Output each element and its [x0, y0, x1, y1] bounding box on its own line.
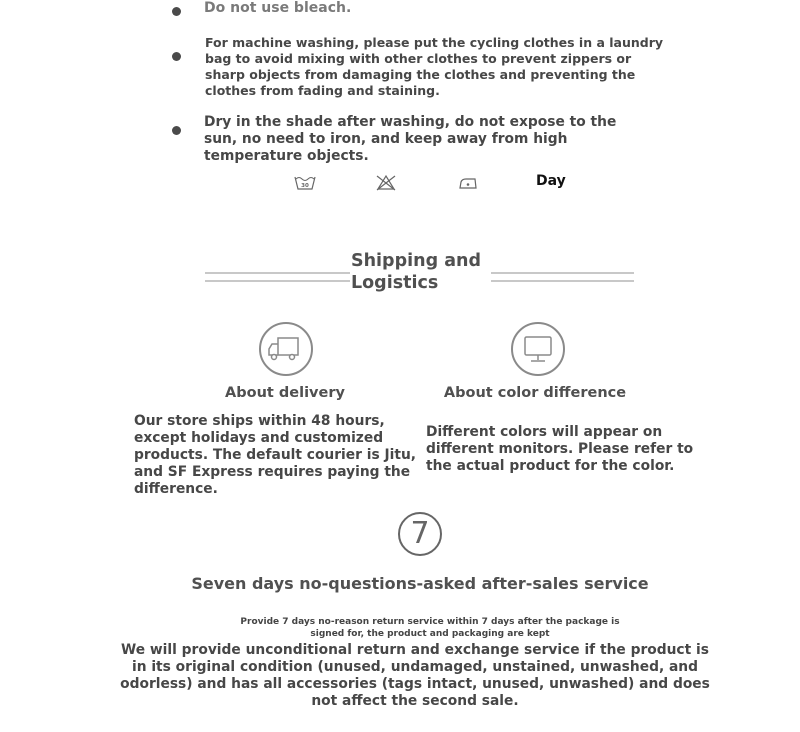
monitor-icon	[511, 322, 565, 376]
seven-days-icon: 7	[398, 512, 442, 556]
after-sales-note: Provide 7 days no-reason return service within 7 days after the package is signed for, the product and packaging are kept	[240, 617, 620, 639]
heading-divider-right	[491, 272, 634, 282]
no-bleach-icon	[375, 174, 397, 196]
care-instruction-drying: Dry in the shade after washing, do not expose to the sun, no need to iron, and keep away from high temperature objects.	[204, 114, 617, 164]
section-heading	[351, 250, 481, 294]
after-sales-text: We will provide unconditional return and exchange service if the product is in its original condition (unused, undamaged, unstained, unwashed, and odorless) and has all accessories (tags intact, unused, unwashed) and does not affect the second sale.	[120, 642, 710, 709]
bullet-dot	[172, 52, 181, 61]
bullet-dot	[172, 126, 181, 135]
care-instruction-machine-wash: For machine washing, please put the cycling clothes in a laundry bag to avoid mixing with other clothes to prevent zippers or sharp objects from damaging the clothes and preventing the clothes from fading and staining.	[205, 35, 664, 98]
delivery-truck-icon	[259, 322, 313, 376]
bullet-dot	[172, 7, 181, 16]
svg-text:30: 30	[301, 183, 309, 189]
after-sales-title: Seven days no-questions-asked after-sales service	[191, 574, 649, 593]
heading-divider-left	[205, 272, 350, 282]
delivery-title: About delivery	[225, 385, 345, 401]
delivery-text: Our store ships within 48 hours, except holidays and customized products. The default courier is Jitu, and SF Express requires paying the difference.	[134, 413, 417, 497]
section-heading-line2: Logistics	[351, 273, 439, 293]
section-heading-line1: Shipping and	[351, 251, 481, 271]
care-instruction-bleach: Do not use bleach.	[204, 0, 352, 16]
color-difference-title: About color difference	[443, 385, 627, 401]
day-label: Day	[536, 173, 566, 189]
color-difference-text: Different colors will appear on different monitors. Please refer to the actual product for the color.	[426, 424, 694, 474]
low-iron-icon	[457, 174, 479, 196]
wash-30-icon	[293, 174, 317, 196]
